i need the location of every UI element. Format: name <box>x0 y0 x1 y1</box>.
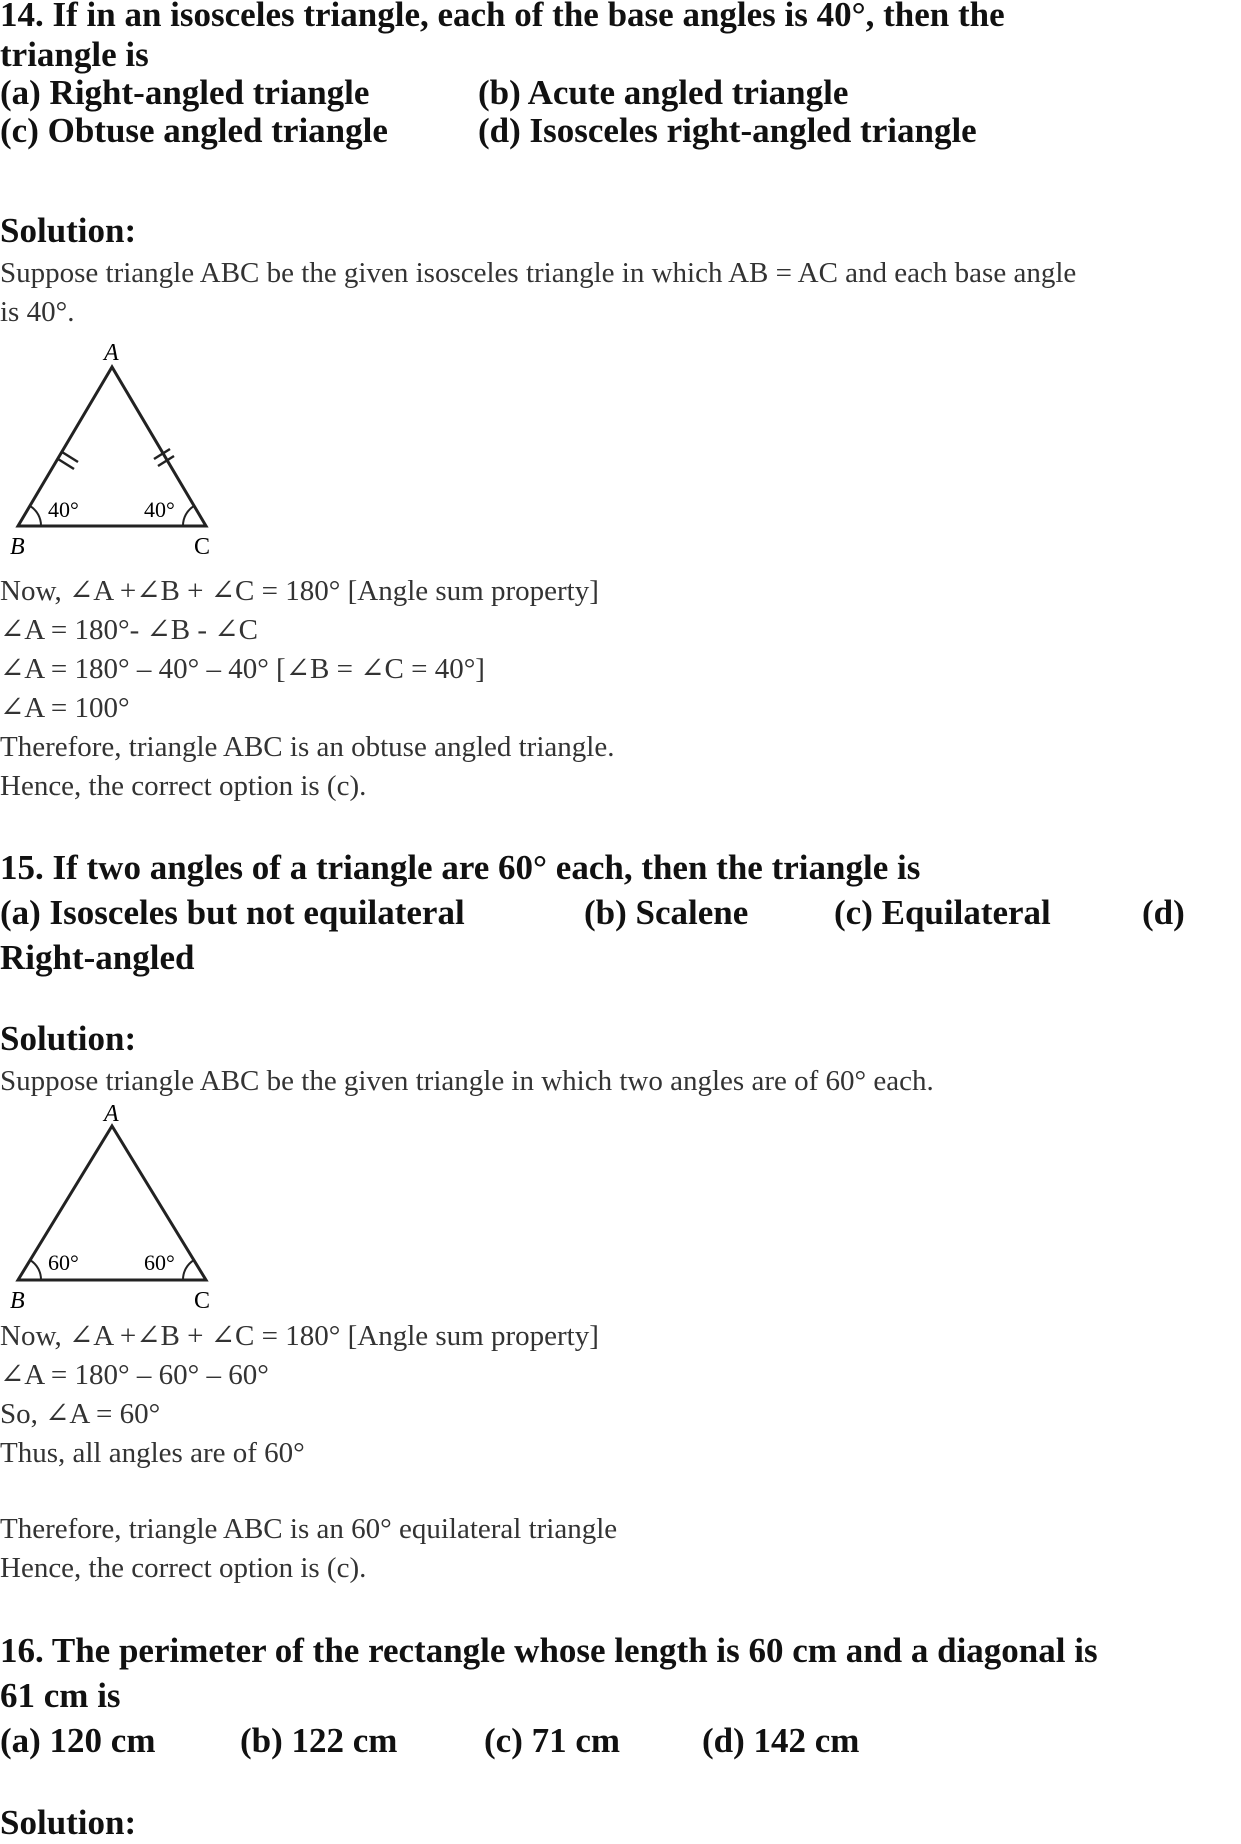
q15-option-d-continued: Right-angled <box>0 938 195 977</box>
q15-step-2: ∠A = 180° – 60° – 60° <box>0 1359 269 1391</box>
vertex-label-c: C <box>194 1288 211 1314</box>
angle-label-b: 60° <box>48 1250 79 1275</box>
q14-option-d: (d) Isosceles right-angled triangle <box>478 111 977 150</box>
q14-solution-intro-line1: Suppose triangle ABC be the given isosceles triangle in which AB = AC and each base angle <box>0 257 1077 289</box>
q14-solution-intro-line2: is 40°. <box>0 296 75 328</box>
q16-option-c: (c) 71 cm <box>484 1721 621 1760</box>
q15-solution-intro-line1: Suppose triangle ABC be the given triangle in which two angles are of 60° each. <box>0 1065 934 1097</box>
vertex-label-b: B <box>10 1288 25 1314</box>
q14-option-c: (c) Obtuse angled triangle <box>0 111 388 150</box>
vertex-label-a: A <box>104 340 119 366</box>
q16-options-row1 <box>0 1718 1241 1763</box>
q14-question-line2: triangle is <box>0 35 149 74</box>
angle-label-b: 40° <box>48 497 79 522</box>
q15-option-c: (c) Equilateral <box>834 893 1051 932</box>
q15-options-row1 <box>0 890 1241 935</box>
q14-step-5: Therefore, triangle ABC is an obtuse angled triangle. <box>0 731 615 763</box>
q15-question-line1: 15. If two angles of a triangle are 60° each, then the triangle is <box>0 848 921 887</box>
q15-step-4: Thus, all angles are of 60° <box>0 1437 305 1469</box>
q15-triangle-figure <box>8 1096 218 1316</box>
vertex-label-a: A <box>104 1101 119 1127</box>
angle-arc-c <box>183 1260 194 1280</box>
angle-label-c: 40° <box>144 497 175 522</box>
q16-solution-heading: Solution: <box>0 1803 137 1842</box>
tick-mark-ab-1 <box>62 452 78 462</box>
q16-question-line1: 16. The perimeter of the rectangle whose length is 60 cm and a diagonal is <box>0 1631 1098 1670</box>
q14-solution-heading: Solution: <box>0 211 137 250</box>
angle-arc-b <box>30 506 41 526</box>
q14-step-1: Now, ∠A +∠B + ∠C = 180° [Angle sum property] <box>0 575 599 607</box>
q15-step-5: Therefore, triangle ABC is an 60° equilateral triangle <box>0 1513 618 1545</box>
q15-step-1: Now, ∠A +∠B + ∠C = 180° [Angle sum property] <box>0 1320 599 1352</box>
q14-step-3: ∠A = 180° – 40° – 40° [∠B = ∠C = 40°] <box>0 653 485 685</box>
q15-solution-heading: Solution: <box>0 1019 137 1058</box>
q15-step-3: So, ∠A = 60° <box>0 1398 161 1430</box>
angle-label-c: 60° <box>144 1250 175 1275</box>
q15-option-a: (a) Isosceles but not equilateral <box>0 893 465 932</box>
q15-option-d: (d) <box>1142 893 1185 932</box>
q16-option-b: (b) 122 cm <box>240 1721 398 1760</box>
triangle-shape <box>18 367 206 526</box>
q14-question-line1: 14. If in an isosceles triangle, each of the base angles is 40°, then the <box>0 0 1005 34</box>
vertex-label-b: B <box>10 534 25 560</box>
vertex-label-c: C <box>194 534 211 560</box>
q14-option-b: (b) Acute angled triangle <box>478 73 849 112</box>
tick-mark-ab-2 <box>58 459 74 469</box>
q14-triangle-figure <box>8 340 218 560</box>
angle-arc-b <box>30 1260 41 1280</box>
q15-step-6: Hence, the correct option is (c). <box>0 1552 367 1584</box>
q16-question-line2: 61 cm is <box>0 1676 121 1715</box>
q14-step-2: ∠A = 180°- ∠B - ∠C <box>0 614 258 646</box>
q14-step-6: Hence, the correct option is (c). <box>0 770 367 802</box>
angle-arc-c <box>183 506 194 526</box>
q14-option-a: (a) Right-angled triangle <box>0 73 370 112</box>
q14-step-4: ∠A = 100° <box>0 692 130 724</box>
q14-options-row2 <box>0 108 1241 153</box>
q16-option-d: (d) 142 cm <box>702 1721 860 1760</box>
q16-option-a: (a) 120 cm <box>0 1721 156 1760</box>
q15-option-b: (b) Scalene <box>584 893 749 932</box>
triangle-shape <box>18 1126 206 1280</box>
